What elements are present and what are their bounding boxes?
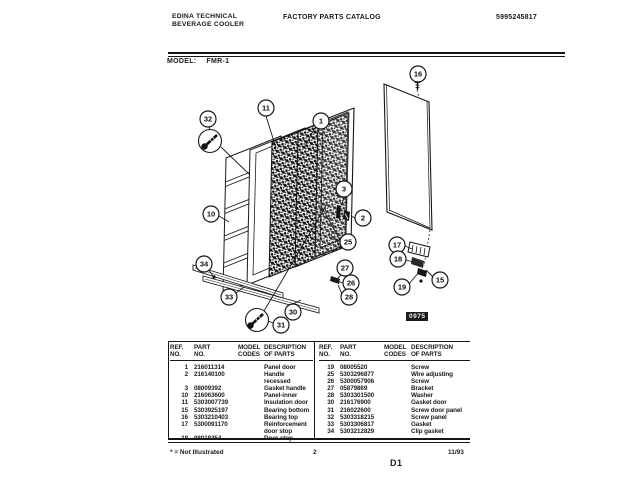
svg-text:27: 27 (340, 263, 350, 273)
cell-ref: 16 (181, 413, 188, 421)
callout-28 (341, 289, 357, 305)
cell-desc: Washer (411, 392, 433, 400)
screw-detail-31 (246, 309, 269, 332)
svg-text:25: 25 (343, 237, 353, 247)
cell-ref: 34 (327, 427, 334, 435)
cell-desc: Handle recessed (264, 371, 291, 386)
cell-part: 5300091170 (194, 420, 228, 428)
cell-ref: 28 (327, 392, 334, 400)
cell-codes (384, 428, 411, 435)
column-header: REF. NO. (319, 344, 333, 358)
cell-codes (384, 414, 411, 421)
callout-27 (337, 260, 353, 276)
svg-text:2: 2 (360, 213, 366, 223)
cell-desc: Gasket (411, 420, 432, 428)
cell-codes (384, 407, 411, 414)
cell-codes (238, 364, 264, 371)
cell-ref: 31 (327, 406, 334, 414)
cell-part: 08009392 (194, 385, 222, 393)
callout-32 (200, 111, 216, 127)
company-line2: BEVERAGE COOLER (172, 21, 245, 28)
svg-text:28: 28 (344, 292, 354, 302)
cell-ref: 27 (327, 385, 334, 393)
svg-text:3: 3 (341, 184, 347, 194)
cell-ref: 30 (327, 399, 334, 407)
column-header: PART NO. (340, 344, 357, 358)
svg-text:26: 26 (346, 278, 356, 288)
cell-desc: Panel door (264, 364, 296, 371)
callout-2 (355, 210, 371, 226)
cell-part: 5303007739 (194, 399, 229, 407)
door-panel-drawing (384, 84, 432, 230)
cell-part: 5303296877 (340, 371, 375, 379)
cell-part: 216011314 (194, 364, 225, 371)
cell-desc: Gasket handle (264, 385, 306, 393)
cell-part: 216176900 (340, 399, 371, 407)
cell-codes (238, 435, 264, 442)
cell-codes (238, 421, 264, 435)
cell-part: 08018354 (194, 434, 222, 442)
callout-16 (410, 66, 426, 82)
hinge-parts-drawing (408, 242, 430, 283)
cell-part: 5303212829 (340, 427, 375, 435)
column-header: DESCRIPTION OF PARTS (411, 344, 453, 358)
callout-18 (390, 251, 406, 267)
cell-ref: 26 (327, 378, 334, 386)
cell-ref: 32 (327, 413, 334, 421)
cell-part: 5303301500 (340, 392, 375, 400)
cell-part: 5300057906 (340, 378, 375, 386)
cell-codes (238, 407, 264, 414)
cell-desc: Door stop (264, 434, 293, 442)
cell-ref: 25 (327, 371, 334, 379)
cell-codes (384, 392, 411, 399)
callout-25 (340, 234, 356, 250)
cell-codes (238, 392, 264, 399)
publication-number: 5995245817 (496, 14, 537, 21)
cell-desc: Screw panel (411, 413, 447, 421)
cell-desc: Clip gasket (411, 427, 444, 435)
footer-doc-code: D1 (390, 458, 403, 468)
column-header: MODEL CODES (238, 344, 261, 358)
cell-codes (238, 371, 264, 385)
cell-part: 08005520 (340, 364, 368, 371)
svg-text:34: 34 (199, 259, 209, 269)
company-line1: EDINA TECHNICAL (172, 13, 238, 20)
cell-ref: 11 (181, 399, 188, 407)
cell-codes (384, 378, 411, 385)
cell-desc: Bracket (411, 385, 434, 393)
cell-desc: Gasket door (411, 399, 447, 407)
svg-text:10: 10 (206, 209, 216, 219)
footer-page-number: 2 (313, 449, 317, 456)
cell-ref: 19 (327, 364, 334, 371)
callout-30 (285, 304, 301, 320)
cell-part: 216063600 (194, 392, 225, 400)
cell-ref: 33 (327, 420, 334, 428)
cell-ref: 3 (184, 385, 188, 393)
cell-ref: 18 (181, 434, 188, 442)
callout-10 (203, 206, 219, 222)
callout-19 (394, 279, 410, 295)
cell-ref: 1 (184, 364, 188, 371)
cell-desc: Screw (411, 364, 430, 371)
svg-text:17: 17 (392, 240, 402, 250)
table-top-rule (168, 341, 470, 342)
callout-33 (221, 289, 237, 305)
cell-codes (238, 385, 264, 392)
svg-text:19: 19 (397, 282, 407, 292)
page-title: FACTORY PARTS CATALOG (283, 14, 381, 21)
callout-34 (196, 256, 212, 272)
svg-text:15: 15 (435, 275, 445, 285)
cell-part: 5303318215 (340, 413, 375, 421)
callout-26 (343, 275, 359, 291)
cell-part: 05879869 (340, 385, 368, 393)
column-header: DESCRIPTION OF PARTS (264, 344, 306, 358)
screw-detail-32 (199, 130, 222, 153)
cell-desc: Panel-inner (264, 392, 298, 400)
cell-desc: Insulation door (264, 399, 308, 407)
column-header: MODEL CODES (384, 344, 407, 358)
cell-codes (238, 399, 264, 406)
column-header: PART NO. (194, 344, 211, 358)
svg-text:31: 31 (276, 320, 286, 330)
cell-codes (238, 414, 264, 421)
model-label: MODEL: (167, 58, 197, 65)
cell-desc: Reinforcement door stop (264, 420, 307, 435)
cell-codes (384, 399, 411, 406)
cell-desc: Screw door panel (411, 406, 462, 414)
cell-desc: Bearing bottom (264, 406, 310, 414)
callout-11 (258, 100, 274, 116)
cell-part: 5303210403 (194, 413, 229, 421)
svg-text:33: 33 (224, 292, 234, 302)
cell-part: 216140100 (194, 371, 225, 379)
cell-ref: 15 (181, 406, 188, 414)
svg-text:18: 18 (393, 254, 403, 264)
svg-text:32: 32 (203, 114, 213, 124)
callout-31 (273, 317, 289, 333)
svg-text:30: 30 (288, 307, 298, 317)
callout-1 (313, 113, 329, 129)
cell-ref: 10 (181, 392, 188, 400)
cell-part: 216022600 (340, 406, 371, 414)
cell-ref: 17 (181, 420, 188, 428)
cell-codes (384, 421, 411, 428)
stamp-0975: 0975 (406, 312, 428, 321)
svg-text:16: 16 (413, 69, 423, 79)
callout-15 (432, 272, 448, 288)
cell-codes (384, 385, 411, 392)
table-left-border (168, 341, 169, 440)
cell-part: 5303306817 (340, 420, 375, 428)
cell-desc: Wire adjusting (411, 371, 453, 379)
callout-3 (336, 181, 352, 197)
svg-text:1: 1 (318, 116, 324, 126)
cell-part: 5303925197 (194, 406, 229, 414)
table-divider (314, 341, 315, 440)
footer-note: * = Not Illustrated (170, 449, 224, 456)
footer-date: 11/93 (448, 449, 464, 456)
column-header: REF. NO. (170, 344, 184, 358)
parts-table-left (170, 344, 313, 442)
parts-table-right (319, 344, 470, 435)
cell-desc: Bearing top (264, 413, 298, 421)
svg-text:11: 11 (262, 103, 270, 113)
cell-codes (384, 364, 411, 371)
cell-ref: 2 (184, 371, 188, 379)
cell-desc: Screw (411, 378, 430, 386)
cell-codes (384, 371, 411, 378)
model-number: FMR-1 (206, 58, 230, 65)
